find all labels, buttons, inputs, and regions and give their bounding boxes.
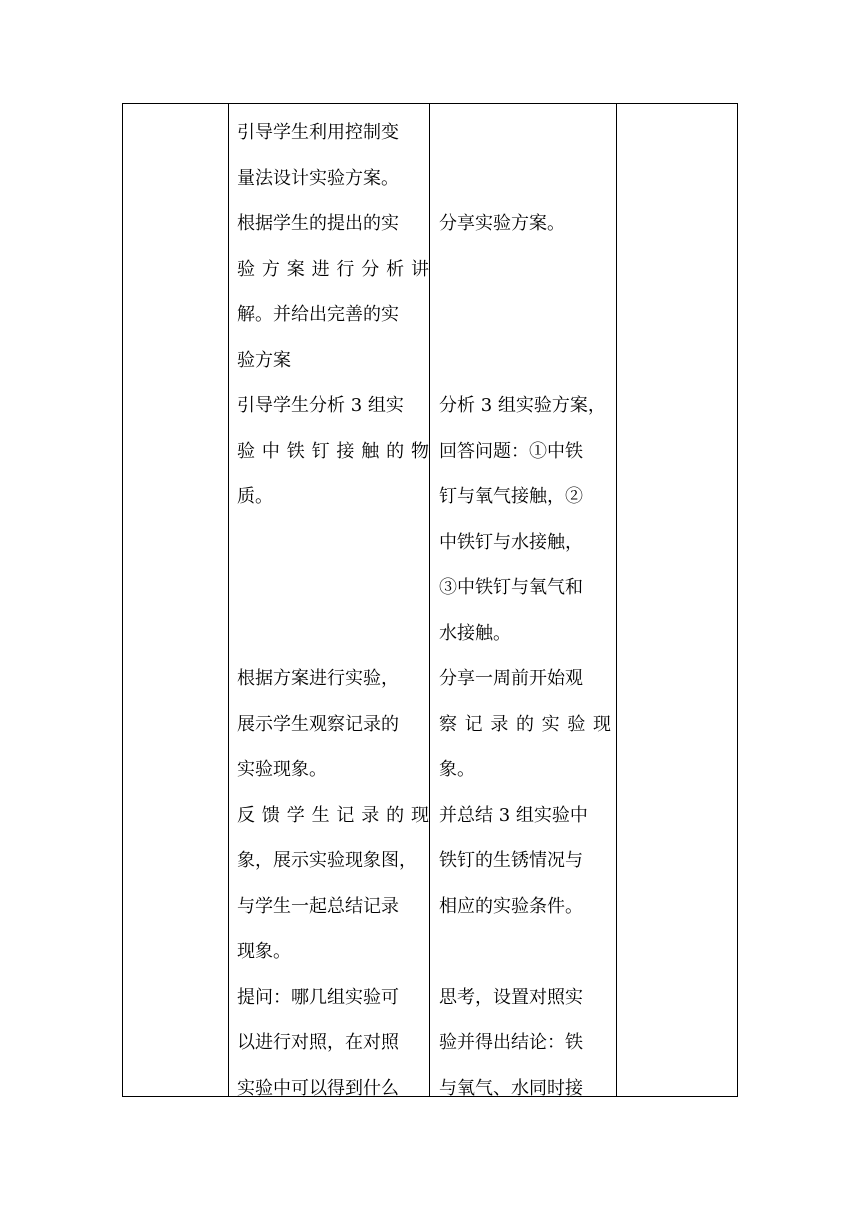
text-line: 验中铁钉接触的物 (237, 440, 429, 462)
text-line: 量法设计实验方案。 (237, 167, 399, 189)
text-line: 并总结 3 组实验中 (439, 804, 588, 826)
text-line: 分享实验方案。 (439, 213, 565, 234)
text-line: 反馈学生记录的现 (237, 804, 429, 826)
lesson-table (122, 103, 738, 1097)
text-line: 引导学生分析 3 组实 (237, 395, 404, 416)
column-divider (429, 104, 430, 1096)
text-line: 回答问题：①中铁 (439, 440, 583, 462)
text-line (439, 247, 611, 293)
student-activity-block (439, 201, 611, 383)
text-line: 钉与氧气接触，② (439, 486, 583, 507)
text-line: 思考，设置对照实 (439, 986, 583, 1008)
teacher-activity-block (237, 110, 429, 201)
column-divider (228, 104, 229, 1096)
text-line: 相应的实验条件。 (439, 895, 583, 917)
student-activity-block (439, 975, 611, 1112)
teacher-activity-block (237, 201, 429, 383)
text-line (439, 156, 611, 202)
text-line: 中铁钉与水接触， (439, 531, 583, 553)
text-line: 解。并给出完善的实 (237, 304, 399, 325)
student-activity-spacer (439, 110, 611, 201)
teacher-activity-block (237, 793, 429, 975)
teacher-activity-block (237, 656, 429, 793)
teacher-activity-block (237, 383, 429, 520)
text-line: 象。 (439, 759, 475, 780)
text-line: 提问：哪几组实验可 (237, 986, 399, 1008)
text-line (237, 520, 429, 566)
teacher-activity-spacer (237, 520, 429, 657)
student-activity-block (439, 383, 611, 656)
text-line (439, 338, 611, 384)
text-line: 实验中可以得到什么 (237, 1077, 399, 1099)
text-line (237, 611, 429, 657)
teacher-activity-column (237, 110, 429, 1111)
teacher-activity-block (237, 975, 429, 1112)
text-line (439, 929, 611, 975)
text-line: 根据方案进行实验， (237, 668, 399, 689)
text-line: 验方案进行分析讲 (237, 258, 429, 280)
text-line: 水接触。 (439, 622, 511, 644)
text-line: 分享一周前开始观 (439, 668, 583, 689)
text-line (439, 110, 611, 156)
text-line: 象，展示实验现象图， (237, 850, 417, 871)
text-line: 分析 3 组实验方案， (439, 395, 606, 416)
text-line: 现象。 (237, 941, 291, 962)
text-line: 与学生一起总结记录 (237, 895, 399, 917)
column-divider (616, 104, 617, 1096)
text-line: 实验现象。 (237, 759, 327, 780)
student-activity-column (439, 110, 611, 1111)
text-line (237, 565, 429, 611)
student-activity-block (439, 656, 611, 793)
text-line: 展示学生观察记录的 (237, 713, 399, 735)
text-line: 验并得出结论：铁 (439, 1032, 583, 1053)
text-line: 察记录的实验现 (439, 713, 611, 735)
text-line (439, 292, 611, 338)
text-line: 根据学生的提出的实 (237, 213, 399, 234)
text-line: 以进行对照，在对照 (237, 1032, 399, 1053)
text-line: 铁钉的生锈情况与 (439, 850, 583, 871)
text-line: 质。 (237, 486, 273, 507)
text-line: ③中铁钉与氧气和 (439, 577, 583, 598)
text-line: 验方案 (237, 349, 291, 371)
text-line: 与氧气、水同时接 (439, 1077, 583, 1099)
student-activity-block (439, 793, 611, 975)
text-line: 引导学生利用控制变 (237, 122, 399, 143)
